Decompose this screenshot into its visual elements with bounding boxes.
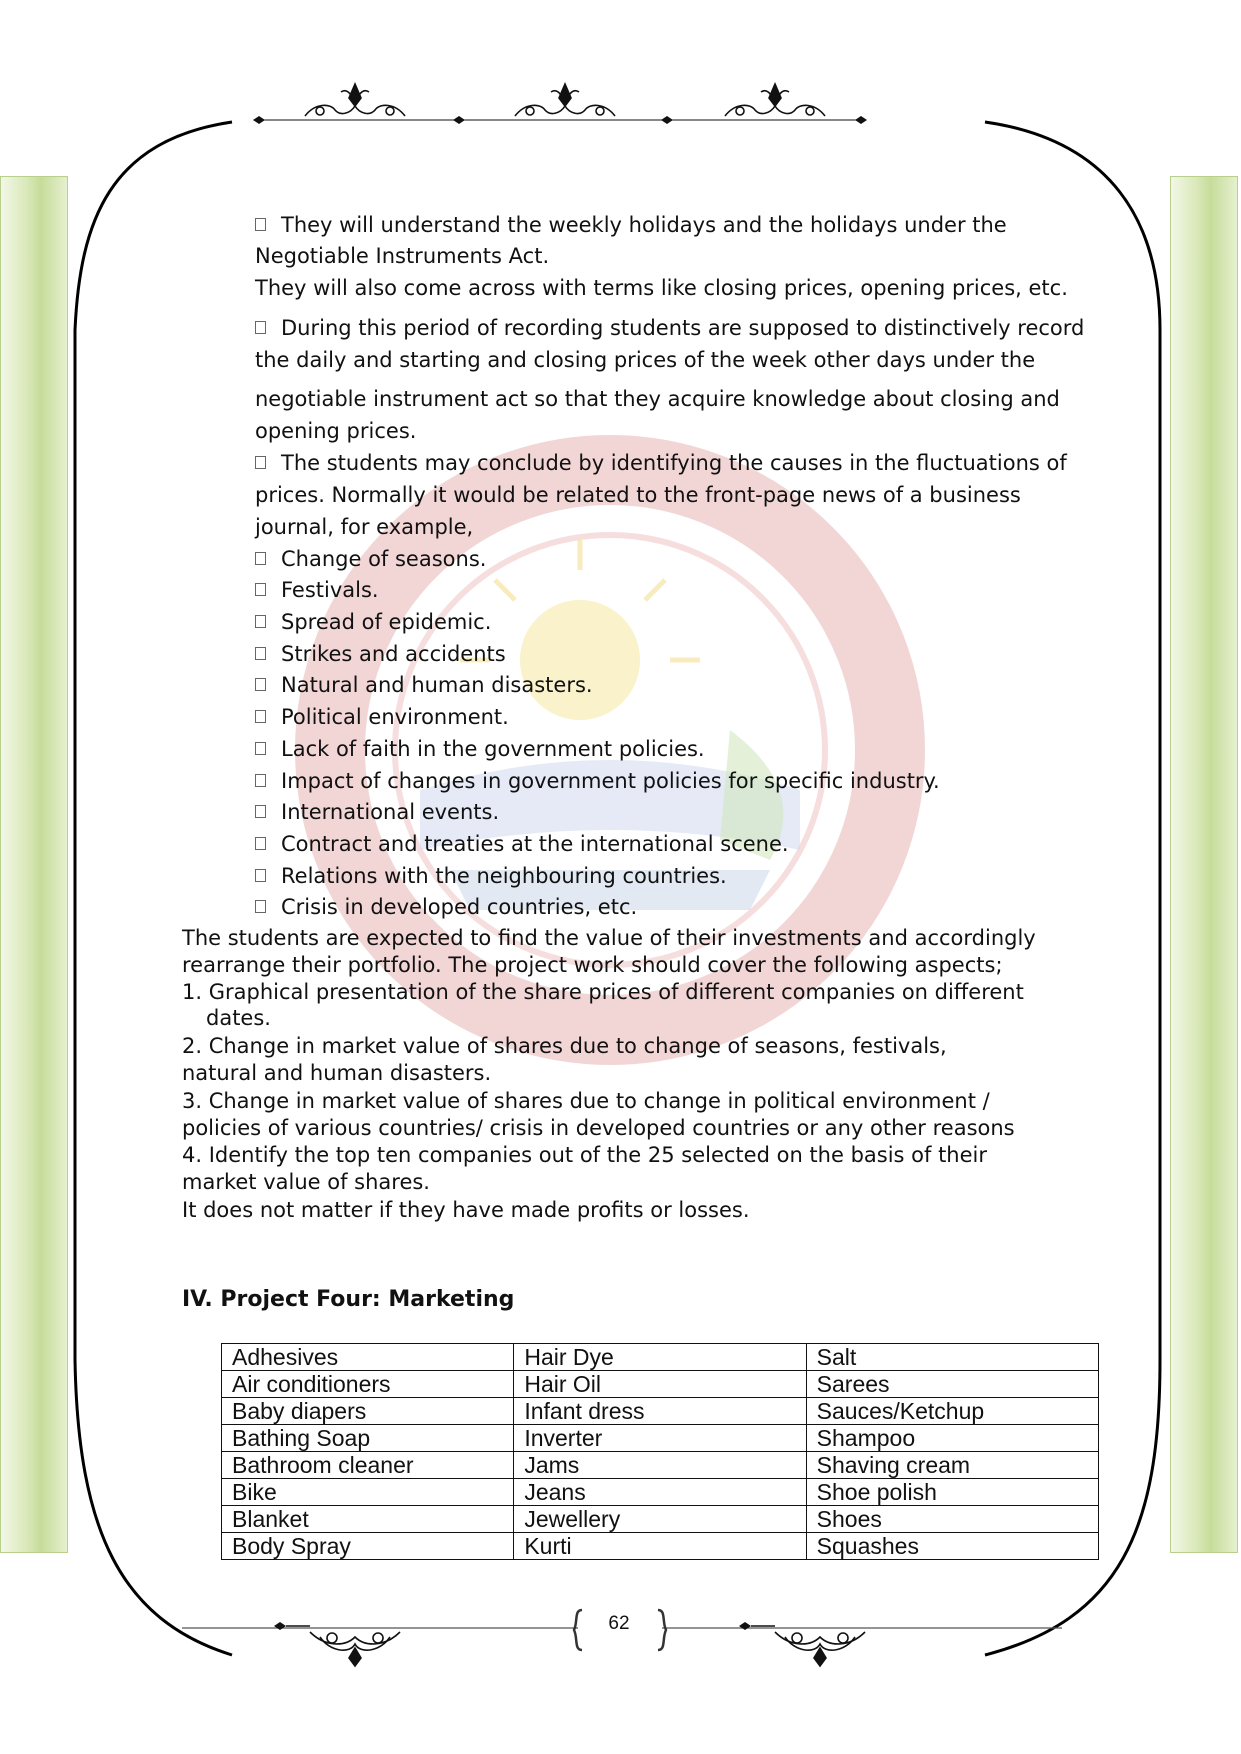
intro-bullet-3: The students may conclude by identifying the causes in the fluctuations of (255, 447, 1067, 479)
bullet-box-icon (255, 218, 266, 231)
cause-item: Lack of faith in the government policies. (255, 733, 705, 765)
cause-item: Contract and treaties at the international scene. (255, 828, 789, 860)
table-row (222, 1371, 1099, 1398)
table-cell: Blanket (222, 1506, 514, 1533)
bullet-box-icon (255, 837, 266, 850)
table-cell: Jeans (514, 1479, 806, 1506)
table-cell: Bathing Soap (222, 1425, 514, 1452)
table-row (222, 1425, 1099, 1452)
table-row (222, 1479, 1099, 1506)
para-line: 4. Identify the top ten companies out of the 25 selected on the basis of their (182, 1143, 988, 1167)
page-number: 62 (608, 1613, 630, 1634)
bottom-left-ornament (270, 1612, 480, 1672)
table-cell: Hair Oil (514, 1371, 806, 1398)
bullet-box-icon (255, 900, 266, 913)
table-cell: Shoes (806, 1506, 1098, 1533)
intro-bullet-2: During this period of recording students are supposed to distinctively record (255, 312, 1084, 344)
cause-item: Crisis in developed countries, etc. (255, 891, 637, 923)
bullet-box-icon (255, 805, 266, 818)
cause-item: Impact of changes in government policies for specific industry. (255, 765, 940, 797)
table-cell: Inverter (514, 1425, 806, 1452)
intro-line: the daily and starting and closing prices of the week other days under the (255, 348, 1036, 372)
bullet-box-icon (255, 742, 266, 755)
table-cell: Shoe polish (806, 1479, 1098, 1506)
table-cell: Sauces/Ketchup (806, 1398, 1098, 1425)
table-row (222, 1398, 1099, 1425)
table-cell: Jams (514, 1452, 806, 1479)
table-cell: Baby diapers (222, 1398, 514, 1425)
bullet-box-icon (255, 710, 266, 723)
cause-item: Spread of epidemic. (255, 606, 491, 638)
para-line: policies of various countries/ crisis in developed countries or any other reasons (182, 1116, 1015, 1140)
intro-line: journal, for example, (255, 515, 474, 539)
para-line: It does not matter if they have made profits or losses. (182, 1198, 750, 1222)
intro-bullet-1: They will understand the weekly holidays and the holidays under the (255, 209, 1007, 241)
bullet-box-icon (255, 552, 266, 565)
bullet-box-icon (255, 321, 266, 334)
table-cell: Adhesives (222, 1344, 514, 1371)
table-row (222, 1452, 1099, 1479)
para-line: rearrange their portfolio. The project work should cover the following aspects; (182, 953, 1003, 977)
intro-line: opening prices. (255, 419, 417, 443)
table-cell: Air conditioners (222, 1371, 514, 1398)
cause-item: Natural and human disasters. (255, 669, 593, 701)
cause-item: Festivals. (255, 574, 379, 606)
products-table (221, 1343, 1099, 1560)
bullet-box-icon (255, 647, 266, 660)
para-line: market value of shares. (182, 1170, 430, 1194)
table-cell: Squashes (806, 1533, 1098, 1560)
table-cell: Salt (806, 1344, 1098, 1371)
bullet-box-icon (255, 869, 266, 882)
table-cell: Bathroom cleaner (222, 1452, 514, 1479)
para-line: The students are expected to find the value of their investments and accordingly (182, 926, 1036, 950)
table-cell: Sarees (806, 1371, 1098, 1398)
table-cell: Shampoo (806, 1425, 1098, 1452)
para-line: natural and human disasters. (182, 1061, 492, 1085)
cause-item: Change of seasons. (255, 543, 486, 575)
cause-item: Relations with the neighbouring countries. (255, 860, 727, 892)
table-cell: Bike (222, 1479, 514, 1506)
intro-line: They will also come across with terms like closing prices, opening prices, etc. (255, 276, 1068, 300)
table-row (222, 1506, 1099, 1533)
para-line: 3. Change in market value of shares due to change in political environment / (182, 1089, 990, 1113)
cause-item: Strikes and accidents (255, 638, 506, 670)
table-cell: Hair Dye (514, 1344, 806, 1371)
bullet-box-icon (255, 678, 266, 691)
intro-line: negotiable instrument act so that they acquire knowledge about closing and (255, 387, 1060, 411)
para-line: 2. Change in market value of shares due to change of seasons, festivals, (182, 1034, 947, 1058)
table-cell: Kurti (514, 1533, 806, 1560)
table-cell: Body Spray (222, 1533, 514, 1560)
table-cell: Shaving cream (806, 1452, 1098, 1479)
table-row (222, 1344, 1099, 1371)
intro-line: prices. Normally it would be related to the front-page news of a business (255, 483, 1021, 507)
bullet-box-icon (255, 774, 266, 787)
table-row (222, 1533, 1099, 1560)
para-line: 1. Graphical presentation of the share prices of different companies on different (182, 980, 1024, 1004)
bullet-box-icon (255, 615, 266, 628)
bottom-right-ornament (735, 1612, 945, 1672)
table-cell: Jewellery (514, 1506, 806, 1533)
cause-item: International events. (255, 796, 499, 828)
top-ornament (245, 78, 885, 136)
bullet-box-icon (255, 583, 266, 596)
intro-line: Negotiable Instruments Act. (255, 244, 550, 268)
section-heading: IV. Project Four: Marketing (182, 1287, 515, 1312)
cause-item: Political environment. (255, 701, 509, 733)
bullet-box-icon (255, 456, 266, 469)
table-cell: Infant dress (514, 1398, 806, 1425)
para-line: dates. (206, 1006, 271, 1030)
